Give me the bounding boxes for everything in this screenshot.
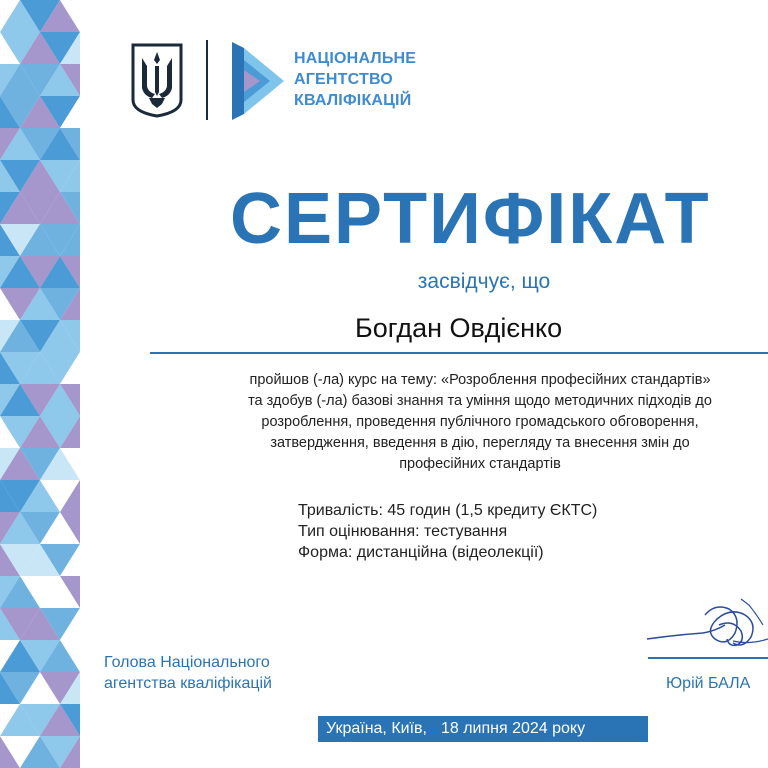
- description-line: пройшов (-ла) курс на тему: «Розроблення професійних стандартів»: [249, 372, 711, 388]
- certifies-text: засвідчує, що: [417, 270, 551, 293]
- certificate-header: [130, 40, 550, 122]
- signer-title: [104, 652, 272, 694]
- agency-name-line-1: НАЦІОНАЛЬНЕ: [294, 50, 417, 67]
- form-text: Форма: дистанційна (відеолекції): [298, 544, 544, 561]
- nak-logo-icon: [230, 40, 286, 122]
- description-line: розроблення, проведення публічного громадського обговорення,: [261, 414, 699, 430]
- date-text: 18 липня 2024 року: [440, 720, 586, 737]
- trident-icon: [130, 42, 184, 118]
- place-text: Україна, Київ,: [326, 720, 427, 737]
- header-divider: [206, 40, 208, 120]
- decorative-triangle-pattern: [0, 0, 80, 768]
- course-description: [190, 370, 768, 475]
- course-details: [298, 500, 597, 563]
- signer-title-line-1: Голова Національного: [104, 654, 270, 671]
- certificate-title: СЕРТИФІКАТ: [230, 179, 711, 259]
- signer-name: Юрій БАЛА: [666, 675, 751, 692]
- assessment-text: Тип оцінювання: тестування: [298, 523, 508, 540]
- agency-name: [294, 48, 416, 111]
- description-line: затвердження, введення в дію, перегляду та внесення змін до: [270, 435, 690, 451]
- description-line: професійних стандартів: [399, 456, 561, 472]
- place-date-banner: [318, 716, 648, 742]
- duration-text: Тривалість: 45 годин (1,5 кредиту ЄКТС): [298, 502, 598, 519]
- signer-title-line-2: агентства кваліфікацій: [104, 675, 272, 692]
- handwritten-signature: [645, 595, 768, 655]
- agency-name-line-2: АГЕНТСТВО: [294, 71, 393, 88]
- recipient-name: Богдан Овдієнко: [355, 313, 563, 343]
- signature-line: [648, 657, 768, 659]
- agency-name-line-3: КВАЛІФІКАЦІЙ: [294, 92, 412, 109]
- description-line: та здобув (-ла) базові знання та уміння щодо методичних підходів до: [248, 393, 712, 409]
- recipient-underline: [150, 352, 768, 354]
